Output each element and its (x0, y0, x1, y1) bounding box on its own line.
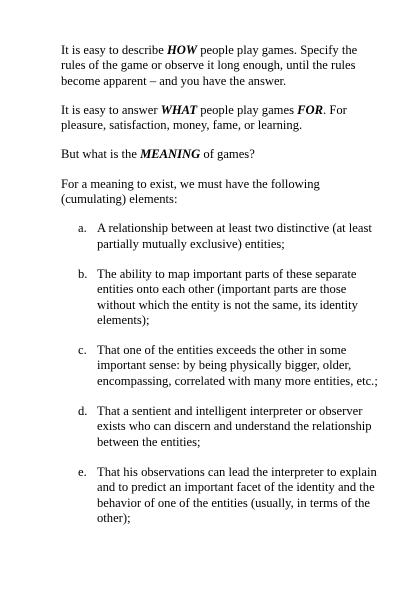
paragraph-meaning-post: of games? (200, 147, 255, 162)
list-item (61, 221, 380, 252)
list-item-text: That his observations can lead the interpreter to explain and to predict an important facet of the identity and the behavior of one of the entities (usually, in terms of the other); (97, 464, 377, 525)
list-item (61, 404, 380, 450)
paragraph-how (61, 43, 380, 89)
elements-list (61, 221, 380, 526)
paragraph-meaning-pre: But what is the (61, 147, 141, 162)
emphasis-how: HOW (166, 43, 198, 57)
emphasis-what: WHAT (160, 102, 198, 117)
paragraph-what (61, 103, 380, 134)
paragraph-what-pre: It is easy to answer (61, 102, 161, 117)
list-item-text: A relationship between at least two distinctive (at least partially mutually exclusive) entities; (97, 221, 372, 251)
list-item-letter: d. (78, 404, 88, 419)
list-item-text: That a sentient and intelligent interpreter or observer exists who can discern and understand the relationship between the entities; (97, 404, 372, 449)
paragraph-intro: For a meaning to exist, we must have the following (cumulating) elements: (61, 176, 320, 207)
list-item (61, 343, 380, 389)
list-item (61, 465, 380, 526)
list-item-letter: e. (78, 464, 87, 479)
paragraph-what-mid: people play games (197, 102, 298, 117)
list-item (61, 267, 380, 328)
paragraph-how-post: people play games. Specify the rules of the game or observe it long enough, until the rules become apparent – and you have the answer. (61, 43, 358, 88)
paragraph-meaning (61, 147, 380, 162)
list-item-letter: c. (78, 343, 87, 358)
emphasis-for: FOR (297, 102, 324, 117)
emphasis-meaning: MEANING (140, 147, 201, 162)
paragraph-how-pre: It is easy to describe (61, 43, 167, 57)
list-item-letter: b. (78, 266, 88, 281)
list-item-text: The ability to map important parts of these separate entities onto each other (important parts are those without which the entity is not the same, its identity elements); (97, 266, 358, 327)
paragraph-what-post: . For pleasure, satisfaction, money, fame, or learning. (61, 102, 347, 133)
list-item-letter: a. (78, 221, 87, 236)
list-item-text: That one of the entities exceeds the other in some important sense: by being physically bigger, older, encompassing, correlated with many more entities, etc.; (97, 343, 378, 388)
